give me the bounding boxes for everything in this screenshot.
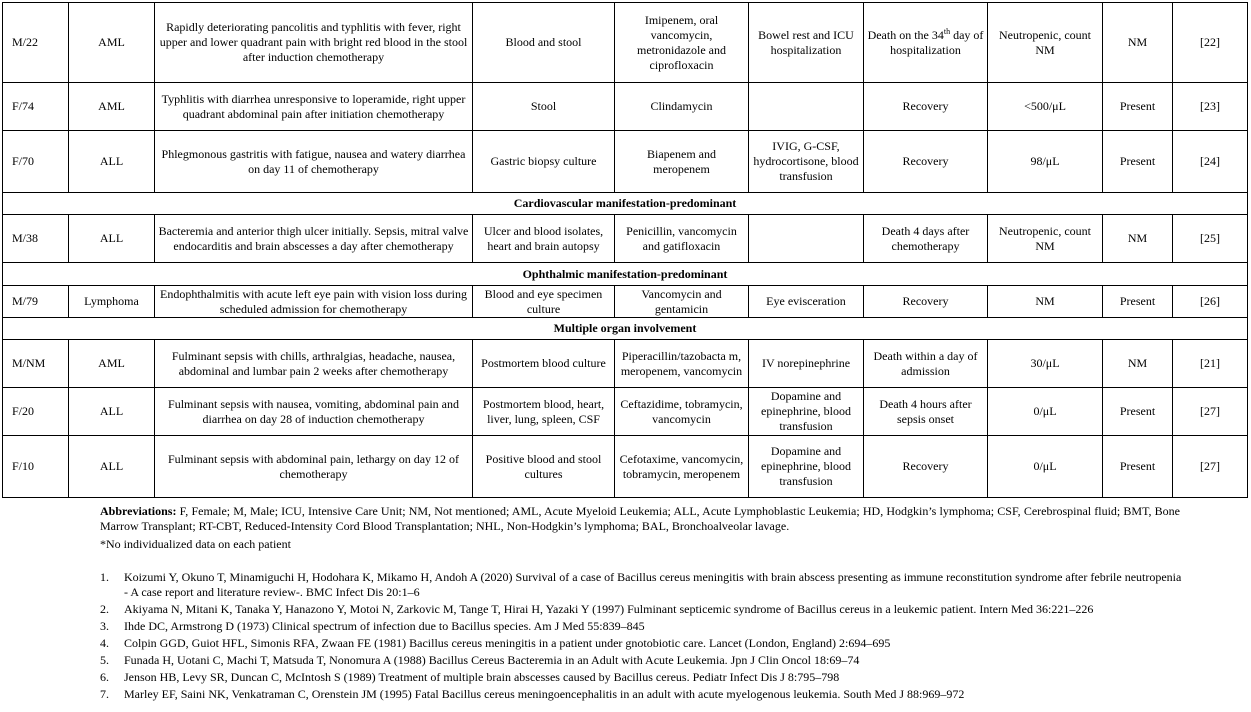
reference-text: Ihde DC, Armstrong D (1973) Clinical spectrum of infection due to Bacillus species. Am J Med 55:839–845 bbox=[124, 619, 645, 633]
cell-neutrophil-count: 0/μL bbox=[988, 388, 1103, 436]
cell-diagnosis: AML bbox=[69, 3, 155, 83]
reference-number: 5. bbox=[100, 653, 109, 667]
cell-outcome: Death 4 days after chemotherapy bbox=[864, 215, 988, 263]
reference-text: Colpin GGD, Guiot HFL, Simonis RFA, Zwaan FE (1981) Bacillus cereus meningitis in a patient under gnotobiotic care. Lancet (London, England) 2:694–695 bbox=[124, 636, 891, 650]
section-header-row bbox=[3, 318, 1248, 340]
cell-other-treatment: Dopamine and epinephrine, blood transfusion bbox=[749, 388, 864, 436]
cell-culture-source: Positive blood and stool cultures bbox=[473, 436, 615, 498]
cell-reference: [27] bbox=[1173, 388, 1248, 436]
cell-antibiotics: Imipenem, oral vancomycin, metronidazole and ciprofloxacin bbox=[615, 3, 749, 83]
cell-reference: [23] bbox=[1173, 83, 1248, 131]
cell-clinical-presentation: Fulminant sepsis with abdominal pain, lethargy on day 12 of chemotherapy bbox=[155, 436, 473, 498]
reference-item bbox=[100, 636, 1185, 651]
cell-antibiotics: Clindamycin bbox=[615, 83, 749, 131]
cell-diagnosis: AML bbox=[69, 83, 155, 131]
cell-culture-source: Postmortem blood, heart, liver, lung, spleen, CSF bbox=[473, 388, 615, 436]
cell-other-treatment bbox=[749, 215, 864, 263]
cell-neutropenia: Present bbox=[1103, 83, 1173, 131]
cell-clinical-presentation: Phlegmonous gastritis with fatigue, nausea and watery diarrhea on day 11 of chemotherapy bbox=[155, 131, 473, 193]
cell-neutrophil-count: 30/μL bbox=[988, 340, 1103, 388]
cell-neutrophil-count: 0/μL bbox=[988, 436, 1103, 498]
reference-item bbox=[100, 570, 1185, 600]
cell-neutrophil-count: Neutropenic, count NM bbox=[988, 3, 1103, 83]
reference-item bbox=[100, 653, 1185, 668]
cell-other-treatment: Eye evisceration bbox=[749, 286, 864, 318]
cell-neutrophil-count: <500/μL bbox=[988, 83, 1103, 131]
table-row bbox=[3, 215, 1248, 263]
cell-sex-age: F/74 bbox=[3, 83, 69, 131]
reference-number: 6. bbox=[100, 670, 109, 684]
cell-clinical-presentation: Endophthalmitis with acute left eye pain with vision loss during scheduled admission for chemotherapy bbox=[155, 286, 473, 318]
reference-text: Akiyama N, Mitani K, Tanaka Y, Hanazono Y, Motoi N, Zarkovic M, Tange T, Hirai H, Yazaki Y (1997) Fulminant septicemic syndrome of Bacillus cereus in a leukemic patient. Intern Med 36:221–226 bbox=[124, 602, 1094, 616]
cell-sex-age: M/NM bbox=[3, 340, 69, 388]
cell-neutropenia: Present bbox=[1103, 131, 1173, 193]
cell-outcome: Recovery bbox=[864, 286, 988, 318]
cell-neutrophil-count: 98/μL bbox=[988, 131, 1103, 193]
table-row bbox=[3, 340, 1248, 388]
cell-clinical-presentation: Fulminant sepsis with nausea, vomiting, abdominal pain and diarrhea on day 28 of induction chemotherapy bbox=[155, 388, 473, 436]
cell-diagnosis: ALL bbox=[69, 388, 155, 436]
reference-item bbox=[100, 670, 1185, 685]
cell-other-treatment: IVIG, G-CSF, hydrocortisone, blood transfusion bbox=[749, 131, 864, 193]
cell-clinical-presentation: Bacteremia and anterior thigh ulcer initially. Sepsis, mitral valve endocarditis and brain abscesses a day after chemotherapy bbox=[155, 215, 473, 263]
cell-antibiotics: Vancomycin and gentamicin bbox=[615, 286, 749, 318]
reference-number: 2. bbox=[100, 602, 109, 616]
cell-other-treatment: Bowel rest and ICU hospitalization bbox=[749, 3, 864, 83]
cell-neutropenia: Present bbox=[1103, 388, 1173, 436]
reference-number: 7. bbox=[100, 687, 109, 701]
cell-sex-age: M/22 bbox=[3, 3, 69, 83]
cell-sex-age: M/79 bbox=[3, 286, 69, 318]
reference-item bbox=[100, 687, 1185, 702]
section-title: Cardiovascular manifestation-predominant bbox=[3, 193, 1248, 215]
cell-sex-age: M/38 bbox=[3, 215, 69, 263]
case-table-body bbox=[3, 3, 1248, 498]
reference-number: 4. bbox=[100, 636, 109, 650]
cell-outcome: Recovery bbox=[864, 131, 988, 193]
section-title: Ophthalmic manifestation-predominant bbox=[3, 263, 1248, 286]
abbreviations-paragraph bbox=[100, 504, 1180, 534]
table-row bbox=[3, 83, 1248, 131]
cell-reference: [21] bbox=[1173, 340, 1248, 388]
cell-clinical-presentation: Rapidly deteriorating pancolitis and typhlitis with fever, right upper and lower quadrant pain with bright red blood in the stool after induction chemotherapy bbox=[155, 3, 473, 83]
cell-antibiotics: Ceftazidime, tobramycin, vancomycin bbox=[615, 388, 749, 436]
cell-neutropenia: NM bbox=[1103, 340, 1173, 388]
case-table bbox=[2, 2, 1248, 498]
reference-item bbox=[100, 602, 1185, 617]
cell-reference: [26] bbox=[1173, 286, 1248, 318]
cell-clinical-presentation: Typhlitis with diarrhea unresponsive to loperamide, right upper quadrant abdominal pain after initiation chemotherapy bbox=[155, 83, 473, 131]
cell-sex-age: F/10 bbox=[3, 436, 69, 498]
reference-number: 1. bbox=[100, 570, 109, 584]
cell-outcome: Recovery bbox=[864, 436, 988, 498]
cell-reference: [25] bbox=[1173, 215, 1248, 263]
reference-list bbox=[100, 570, 1185, 704]
outcome-text-part: Death on the 34 bbox=[867, 27, 944, 42]
section-title: Multiple organ involvement bbox=[3, 318, 1248, 340]
abbreviations-text: F, Female; M, Male; ICU, Intensive Care Unit; NM, Not mentioned; AML, Acute Myeloid Leukemia; ALL, Acute Lymphoblastic Leukemia; HD, Hodgkin’s lymphoma; CSF, Cerebrospinal fluid; BMT, Bone Marrow Transplant; RT-CBT, Reduced-Intensity Cord Blood Transplantation; NHL, Non-Hodgkin’s lymphoma; BAL, Bronchoalveolar lavage. bbox=[100, 504, 1180, 533]
cell-outcome: Recovery bbox=[864, 83, 988, 131]
cell-antibiotics: Piperacillin/tazobacta m, meropenem, vancomycin bbox=[615, 340, 749, 388]
reference-text: Koizumi Y, Okuno T, Minamiguchi H, Hodohara K, Mikamo H, Andoh A (2020) Survival of a case of Bacillus cereus meningitis with brain abscess presenting as immune reconstitution syndrome after febrile neutropenia - A case report and literature review-. BMC Infect Dis 20:1–6 bbox=[124, 570, 1182, 599]
reference-text: Jenson HB, Levy SR, Duncan C, McIntosh S (1989) Treatment of multiple brain abscesses caused by Bacillus cereus. Pediatr Infect Dis J 8:795–798 bbox=[124, 670, 840, 684]
cell-reference: [24] bbox=[1173, 131, 1248, 193]
cell-neutropenia: Present bbox=[1103, 436, 1173, 498]
cell-culture-source: Stool bbox=[473, 83, 615, 131]
cell-diagnosis: ALL bbox=[69, 436, 155, 498]
section-header-row bbox=[3, 193, 1248, 215]
cell-reference: [27] bbox=[1173, 436, 1248, 498]
cell-neutropenia: NM bbox=[1103, 3, 1173, 83]
reference-number: 3. bbox=[100, 619, 109, 633]
table-row bbox=[3, 3, 1248, 83]
cell-culture-source: Postmortem blood culture bbox=[473, 340, 615, 388]
cell-outcome bbox=[864, 3, 988, 83]
cell-other-treatment: Dopamine and epinephrine, blood transfusion bbox=[749, 436, 864, 498]
table-row bbox=[3, 436, 1248, 498]
cell-antibiotics: Penicillin, vancomycin and gatifloxacin bbox=[615, 215, 749, 263]
cell-neutrophil-count: NM bbox=[988, 286, 1103, 318]
cell-neutropenia: Present bbox=[1103, 286, 1173, 318]
abbreviations-label: Abbreviations: bbox=[100, 504, 177, 518]
table-row bbox=[3, 286, 1248, 318]
reference-text: Marley EF, Saini NK, Venkatraman C, Orenstein JM (1995) Fatal Bacillus cereus meningoencephalitis in an adult with acute myelogenous leukemia. South Med J 88:969–972 bbox=[124, 687, 965, 701]
cell-neutropenia: NM bbox=[1103, 215, 1173, 263]
cell-diagnosis: Lymphoma bbox=[69, 286, 155, 318]
cell-clinical-presentation: Fulminant sepsis with chills, arthralgias, headache, nausea, abdominal and lumbar pain 2 weeks after chemotherapy bbox=[155, 340, 473, 388]
cell-culture-source: Ulcer and blood isolates, heart and brain autopsy bbox=[473, 215, 615, 263]
cell-culture-source: Blood and eye specimen culture bbox=[473, 286, 615, 318]
cell-neutrophil-count: Neutropenic, count NM bbox=[988, 215, 1103, 263]
cell-culture-source: Blood and stool bbox=[473, 3, 615, 83]
cell-other-treatment: IV norepinephrine bbox=[749, 340, 864, 388]
cell-diagnosis: AML bbox=[69, 340, 155, 388]
cell-culture-source: Gastric biopsy culture bbox=[473, 131, 615, 193]
section-header-row bbox=[3, 263, 1248, 286]
cell-antibiotics: Biapenem and meropenem bbox=[615, 131, 749, 193]
cell-sex-age: F/20 bbox=[3, 388, 69, 436]
cell-diagnosis: ALL bbox=[69, 215, 155, 263]
cell-sex-age: F/70 bbox=[3, 131, 69, 193]
cell-reference: [22] bbox=[1173, 3, 1248, 83]
cell-other-treatment bbox=[749, 83, 864, 131]
reference-text: Funada H, Uotani C, Machi T, Matsuda T, Nonomura A (1988) Bacillus Cereus Bacteremia in an Adult with Acute Leukemia. Jpn J Clin Oncol 18:69–74 bbox=[124, 653, 860, 667]
reference-item bbox=[100, 619, 1185, 634]
table-row bbox=[3, 131, 1248, 193]
cell-outcome: Death 4 hours after sepsis onset bbox=[864, 388, 988, 436]
ordinal-superscript: th bbox=[943, 26, 951, 36]
cell-outcome: Death within a day of admission bbox=[864, 340, 988, 388]
outcome-text-part: day of hospitalization bbox=[890, 27, 984, 57]
cell-diagnosis: ALL bbox=[69, 131, 155, 193]
footnote: *No individualized data on each patient bbox=[100, 537, 291, 551]
table-row bbox=[3, 388, 1248, 436]
cell-antibiotics: Cefotaxime, vancomycin, tobramycin, meropenem bbox=[615, 436, 749, 498]
